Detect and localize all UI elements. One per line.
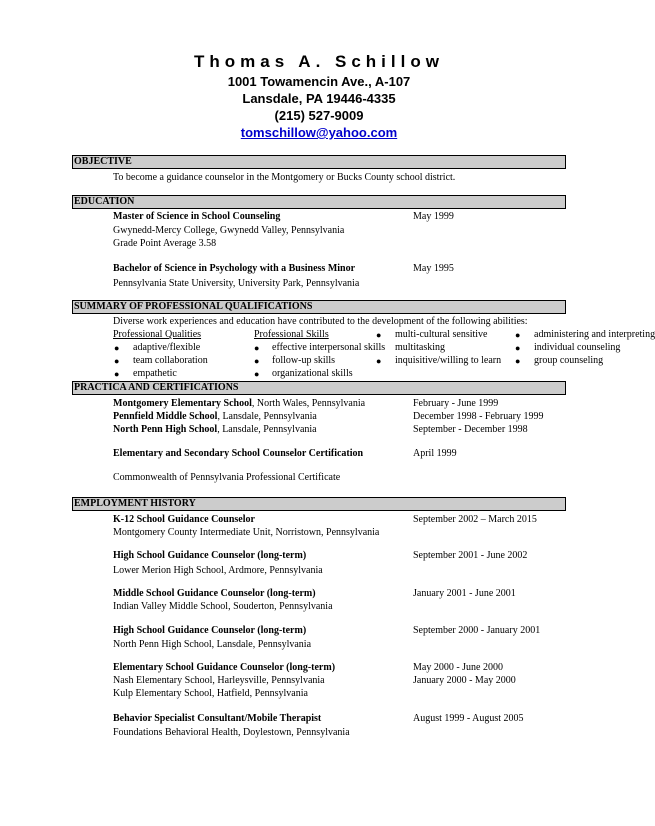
job-dates: May 2000 - June 2000 bbox=[413, 662, 503, 673]
education-degree: Bachelor of Science in Psychology with a Business Minor bbox=[113, 263, 356, 274]
section-heading-objective: OBJECTIVE bbox=[72, 155, 566, 169]
section-heading-education: EDUCATION bbox=[72, 195, 566, 209]
skills-column-header: Professional Skills bbox=[254, 329, 329, 340]
practicum-school: Pennfield Middle School bbox=[113, 411, 218, 422]
education-degree: Master of Science in School Counseling bbox=[113, 211, 281, 222]
skill-item: organizational skills bbox=[272, 368, 353, 379]
practicum-date: December 1998 - February 1999 bbox=[413, 411, 544, 422]
job-employer: Indian Valley Middle School, Souderton, Pennsylvania bbox=[113, 601, 333, 612]
practicum-date: February - June 1999 bbox=[413, 398, 499, 409]
job-employer: North Penn High School, Lansdale, Pennsylvania bbox=[113, 639, 312, 650]
practicum-item bbox=[113, 411, 317, 423]
summary-intro: Diverse work experiences and education have contributed to the development of the following abilities: bbox=[113, 316, 528, 327]
skill-item: follow-up skills bbox=[272, 355, 336, 366]
summary-ability: inquisitive/willing to learn bbox=[395, 355, 502, 366]
practicum-location: , North Wales, Pennsylvania bbox=[251, 398, 366, 409]
quality-item: empathetic bbox=[133, 368, 177, 379]
address-line-2: Lansdale, PA 19446-4335 bbox=[242, 91, 396, 106]
education-date: May 1999 bbox=[413, 211, 454, 222]
practicum-date: September - December 1998 bbox=[413, 424, 528, 435]
section-heading-employment: EMPLOYMENT HISTORY bbox=[72, 497, 566, 511]
summary-ability: administering and interpreting bbox=[534, 329, 655, 340]
certification-text: Commonwealth of Pennsylvania Professional Certificate bbox=[113, 472, 341, 483]
job-dates: August 1999 - August 2005 bbox=[413, 713, 524, 724]
job-dates: September 2001 - June 2002 bbox=[413, 550, 528, 561]
education-date: May 1995 bbox=[413, 263, 454, 274]
bullet-icon: ● bbox=[376, 356, 382, 366]
summary-ability: multi-cultural sensitive bbox=[395, 329, 488, 340]
job-dates: January 2000 - May 2000 bbox=[413, 675, 516, 686]
education-gpa: Grade Point Average 3.58 bbox=[113, 238, 217, 249]
quality-item: team collaboration bbox=[133, 355, 208, 366]
job-employer: Montgomery County Intermediate Unit, Norristown, Pennsylvania bbox=[113, 527, 380, 538]
summary-ability: multitasking bbox=[395, 342, 445, 353]
job-title: High School Guidance Counselor (long-term) bbox=[113, 550, 307, 561]
email-link[interactable]: tomschillow@yahoo.com bbox=[240, 125, 398, 140]
practicum-location: , Lansdale, Pennsylvania bbox=[217, 424, 317, 435]
section-heading-summary: SUMMARY OF PROFESSIONAL QUALIFICATIONS bbox=[72, 300, 566, 314]
job-title: K-12 School Guidance Counselor bbox=[113, 514, 255, 525]
skill-item: effective interpersonal skills bbox=[272, 342, 386, 353]
qualities-column-header: Professional Qualities bbox=[113, 329, 202, 340]
bullet-icon: ● bbox=[254, 369, 260, 379]
bullet-icon: ● bbox=[114, 356, 120, 366]
job-dates: September 2000 - January 2001 bbox=[413, 625, 541, 636]
job-employer: Lower Merion High School, Ardmore, Pennsylvania bbox=[113, 565, 323, 576]
candidate-name: Thomas A. Schillow bbox=[194, 52, 444, 71]
bullet-icon: ● bbox=[114, 369, 120, 379]
bullet-icon: ● bbox=[515, 356, 521, 366]
objective-text: To become a guidance counselor in the Montgomery or Bucks County school district. bbox=[113, 172, 456, 183]
practicum-item bbox=[113, 424, 317, 436]
job-employer: Foundations Behavioral Health, Doylestown, Pennsylvania bbox=[113, 727, 350, 738]
job-title: High School Guidance Counselor (long-term) bbox=[113, 625, 307, 636]
bullet-icon: ● bbox=[114, 343, 120, 353]
practicum-school: North Penn High School bbox=[113, 424, 218, 435]
practicum-school: Montgomery Elementary School bbox=[113, 398, 252, 409]
bullet-icon: ● bbox=[515, 343, 521, 353]
job-dates: January 2001 - June 2001 bbox=[413, 588, 516, 599]
bullet-icon: ● bbox=[515, 330, 521, 340]
bullet-icon: ● bbox=[254, 343, 260, 353]
bullet-icon: ● bbox=[254, 356, 260, 366]
job-title: Elementary School Guidance Counselor (long-term) bbox=[113, 662, 336, 673]
address-line-1: 1001 Towamencin Ave., A-107 bbox=[227, 74, 411, 89]
bullet-icon: ● bbox=[376, 330, 382, 340]
education-school: Gwynedd-Mercy College, Gwynedd Valley, Pennsylvania bbox=[113, 225, 345, 236]
job-employer: Nash Elementary School, Harleysville, Pennsylvania bbox=[113, 675, 325, 686]
certification-date: April 1999 bbox=[413, 448, 457, 459]
practicum-item bbox=[113, 398, 365, 410]
job-dates: September 2002 – March 2015 bbox=[413, 514, 537, 525]
summary-ability: group counseling bbox=[534, 355, 604, 366]
quality-item: adaptive/flexible bbox=[133, 342, 201, 353]
job-title: Behavior Specialist Consultant/Mobile Therapist bbox=[113, 713, 322, 724]
summary-ability: individual counseling bbox=[534, 342, 621, 353]
phone-number: (215) 527-9009 bbox=[274, 108, 364, 123]
job-employer: Kulp Elementary School, Hatfield, Pennsylvania bbox=[113, 688, 308, 699]
practicum-location: , Lansdale, Pennsylvania bbox=[217, 411, 317, 422]
job-title: Middle School Guidance Counselor (long-term) bbox=[113, 588, 316, 599]
section-heading-practica: PRACTICA AND CERTIFICATIONS bbox=[72, 381, 566, 395]
education-school: Pennsylvania State University, University Park, Pennsylvania bbox=[113, 278, 360, 289]
certification-title: Elementary and Secondary School Counselor Certification bbox=[113, 448, 364, 459]
